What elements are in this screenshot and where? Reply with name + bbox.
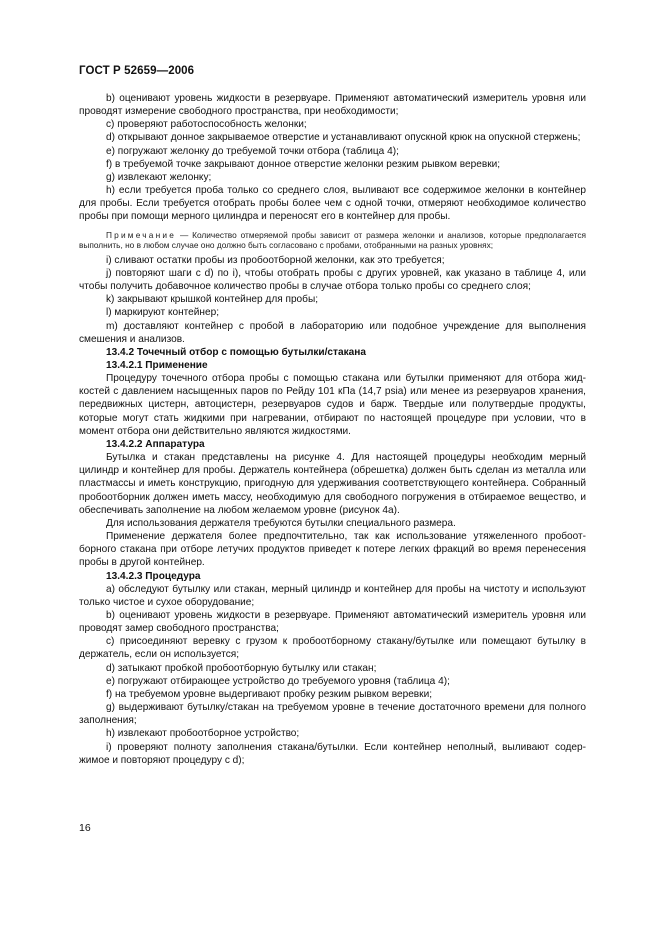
list-item: i) сливают остатки пробы из пробоотборной желонки, как это требуется; bbox=[106, 254, 445, 266]
page-number: 16 bbox=[79, 822, 91, 834]
list-item: i) проверяют полноту заполнения стакана/бутылки. Если контейнер неполный, выливают содержимое и повторяют процедуру с d); bbox=[79, 741, 586, 766]
paragraph: Применение держателя более предпочтительно, так как использование утяжеленного пробоотборного стакана при отборе летучих продуктов приведет к потере легких фракций во время перенесения пробы в другой контейнер. bbox=[79, 531, 586, 569]
list-item: j) повторяют шаги с d) по i), чтобы отобрать пробы с других уровней, как указано в таблице 4, или чтобы получить добавочное количество пробы в случае отбора только пробы со среднего слоя; bbox=[79, 267, 586, 293]
list-item: g) извлекают желонку; bbox=[106, 171, 212, 183]
list-item: b) оценивают уровень жидкости в резервуаре. Применяют автоматический измеритель уровня или проводят измерение свободного пространства, при необходимости; bbox=[79, 93, 586, 118]
list-item: c) присоединяют веревку с грузом к пробоотборному стакану/бутылке или помещают бутылку в держатель, если он используется; bbox=[79, 636, 586, 661]
list-item: f) на требуемом уровне выдергивают пробку резким рывком веревки; bbox=[106, 688, 433, 700]
note-label: Примечание bbox=[106, 229, 177, 240]
list-item: d) открывают донное закрываемое отверстие и устанавливают опускной крюк на опускной стержень; bbox=[106, 132, 581, 144]
list-item: l) маркируют контейнер; bbox=[106, 307, 220, 319]
section-heading: 13.4.2 Точечный отбор с помощью бутылки/стакана bbox=[106, 346, 366, 358]
list-item: m) доставляют контейнер с пробой в лабораторию или подобное учреждение для выполнения смешения и анализов. bbox=[79, 320, 586, 345]
note bbox=[79, 230, 586, 251]
paragraph: Процедуру точечного отбора пробы с помощью стакана или бутылки применяют для отбора жидкостей с давлением насыщенных паров по Рейду 101 кПа (14,7 psia) или менее из резервуаров хранения, передвижных цистерн, автоцистерн, резервуаров судов и барж. Твердые или полутвердые продукты, которые могут стать жидкими при нагревании, отбирают по настоящей процедуре при условии, что в момент отбора они действительно являются жидкостями. bbox=[79, 373, 586, 437]
note-text: — Количество отмеряемой пробы зависит от размера желонки и анализов, которые предполагается выполнить, но в любом случае оно должно быть согласовано с пробами, отобранными на разных уровнях; bbox=[79, 229, 586, 251]
list-item: h) извлекают пробоотборное устройство; bbox=[106, 728, 300, 740]
paragraph: Для использования держателя требуются бутылки специального размера. bbox=[106, 517, 456, 529]
subsection-heading-apparatus: 13.4.2.2 Аппаратура bbox=[106, 438, 205, 450]
subsection-heading-application: 13.4.2.1 Применение bbox=[106, 360, 208, 371]
list-item: h) если требуется проба только со среднего слоя, выливают все содержимое желонки в контейнер для пробы. Если требуется отобрать пробы более чем с одной точки, отмеряют необходимое количество пробы при помощи мерного цилиндра и переносят его в контейнер для пробы. bbox=[79, 185, 586, 223]
list-item: e) погружают желонку до требуемой точки отбора (таблица 4); bbox=[106, 145, 399, 157]
paragraph: Бутылка и стакан представлены на рисунке 4. Для настоящей процедуры необходим мерный цилиндр и контейнер для пробы. Держатель контейнера (обрешетка) должен быть сделан из металла или пластмассы и иметь конструкцию, пригодную для удерживания соответствующего контейнера. Собранный пробоотборник должен иметь массу, необходимую для свободного погружения в отбираемое вещество, и обеспечивать заполнение на любом желаемом уровне (рисунок 4а). bbox=[79, 452, 586, 516]
list-item: e) погружают отбирающее устройство до требуемого уровня (таблица 4); bbox=[106, 675, 450, 687]
subsection-heading-procedure: 13.4.2.3 Процедура bbox=[106, 570, 201, 582]
list-item: g) выдерживают бутылку/стакан на требуемом уровне в течение достаточного времени для полного заполнения; bbox=[79, 702, 586, 727]
list-item: a) обследуют бутылку или стакан, мерный цилиндр и контейнер для пробы на чистоту и используют только чистое и сухое оборудование; bbox=[79, 583, 586, 608]
page-body bbox=[79, 92, 586, 767]
list-item: k) закрывают крышкой контейнер для пробы; bbox=[106, 294, 319, 306]
list-item: d) затыкают пробкой пробоотборную бутылку или стакан; bbox=[106, 662, 377, 674]
list-item: b) оценивают уровень жидкости в резервуаре. Применяют автоматический измеритель уровня или проводят замер свободного пространства; bbox=[79, 609, 586, 635]
document-header: ГОСТ Р 52659—2006 bbox=[79, 65, 195, 77]
list-item: f) в требуемой точке закрывают донное отверстие желонки резким рывком веревки; bbox=[106, 158, 501, 170]
list-item: c) проверяют работоспособность желонки; bbox=[106, 119, 307, 131]
